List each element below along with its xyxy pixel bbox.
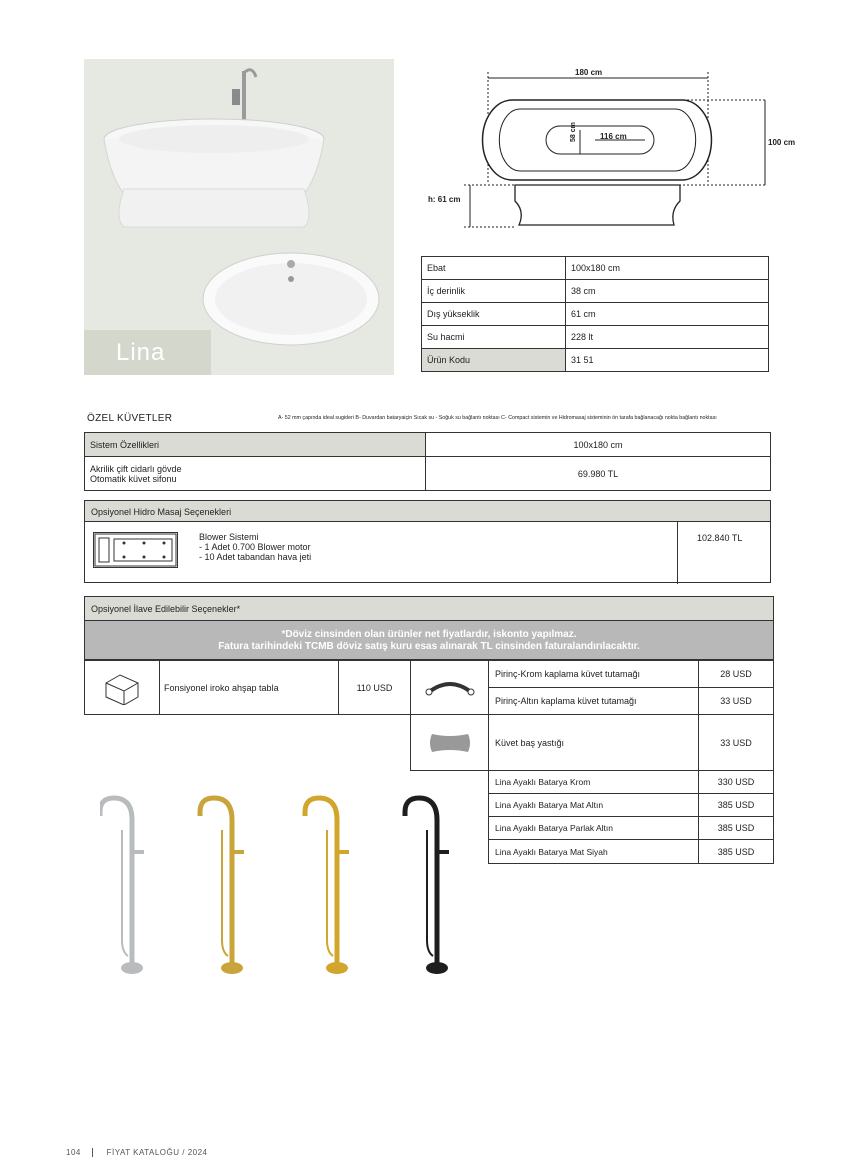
list-item: Lina Ayaklı Batarya Parlak Altın	[488, 816, 699, 840]
product-photo	[84, 59, 394, 375]
hydro-row: Blower Sistemi - 1 Adet 0.700 Blower motor - 10 Adet tabandan hava jeti 102.840 TL	[84, 521, 771, 583]
table-row: Dış yükseklik 61 cm	[422, 303, 769, 326]
bathtub-photo-illustration	[84, 59, 394, 375]
section-title: ÖZEL KÜVETLER	[87, 413, 173, 424]
faucet-gallery	[100, 790, 480, 980]
table-row: Su hacmi 228 lt	[422, 326, 769, 349]
pillow-icon	[410, 714, 489, 771]
faucet-mat-black-image	[405, 798, 449, 974]
dim-height: h: 61 cm	[428, 195, 461, 204]
footer	[66, 1148, 208, 1157]
table-row: Akrilik çift cidarlı gövde Otomatik küvet sifonu 69.980 TL	[85, 457, 771, 491]
product-name: Lina	[84, 330, 211, 375]
currency-notice: *Döviz cinsinden olan ürünler net fiyatlardır, iskonto yapılmaz. Fatura tarihindeki TCMB döviz satış kuru esas alınarak TL cinsinden faturalandırılacaktır.	[84, 620, 774, 660]
faucet-chrome-image	[100, 798, 144, 974]
options-title: Opsiyonel İlave Edilebilir Seçenekler*	[84, 596, 774, 621]
technical-drawing	[420, 62, 810, 237]
table-row: Ebat 100x180 cm	[422, 257, 769, 280]
blower-diagram-icon	[93, 532, 178, 568]
hydro-title: Opsiyonel Hidro Masaj Seçenekleri	[84, 500, 771, 522]
list-item: Lina Ayaklı Batarya Krom	[488, 770, 699, 794]
spec-table	[421, 256, 769, 372]
table-row: Sistem Özellikleri 100x180 cm	[85, 433, 771, 457]
divider	[677, 522, 678, 584]
system-price: 69.980 TL	[426, 457, 771, 491]
wood-board-icon	[84, 660, 160, 715]
list-item: Lina Ayaklı Batarya Mat Altın	[488, 793, 699, 817]
dim-width: 100 cm	[768, 138, 796, 147]
dim-length: 180 cm	[575, 68, 603, 77]
faucet-glossy-gold-image	[305, 798, 349, 974]
table-row: İç derinlik 38 cm	[422, 280, 769, 303]
dim-inner-length: 116 cm	[600, 132, 627, 141]
system-table	[84, 432, 771, 491]
table-row: Ürün Kodu 31 51	[422, 349, 769, 372]
dim-inner-width: 58 cm	[570, 122, 577, 142]
page-number: 104	[66, 1148, 81, 1157]
hydro-price: 102.840 TL	[697, 533, 743, 543]
section-note: A- 52 mm çapında ideal sugideri B- Duvardan bataryaiçin Sıcak su - Soğuk su bağlantı noktası C- Compact sistemin ve Hidromasaj sisteminin ön tarafa bağlanacağı nokta bağlantı noktası	[278, 415, 717, 421]
handle-icon	[410, 660, 489, 715]
faucet-mat-gold-image	[200, 798, 244, 974]
catalog-title: FİYAT KATALOĞU / 2024	[106, 1148, 208, 1157]
list-item: Lina Ayaklı Batarya Mat Siyah	[488, 839, 699, 864]
